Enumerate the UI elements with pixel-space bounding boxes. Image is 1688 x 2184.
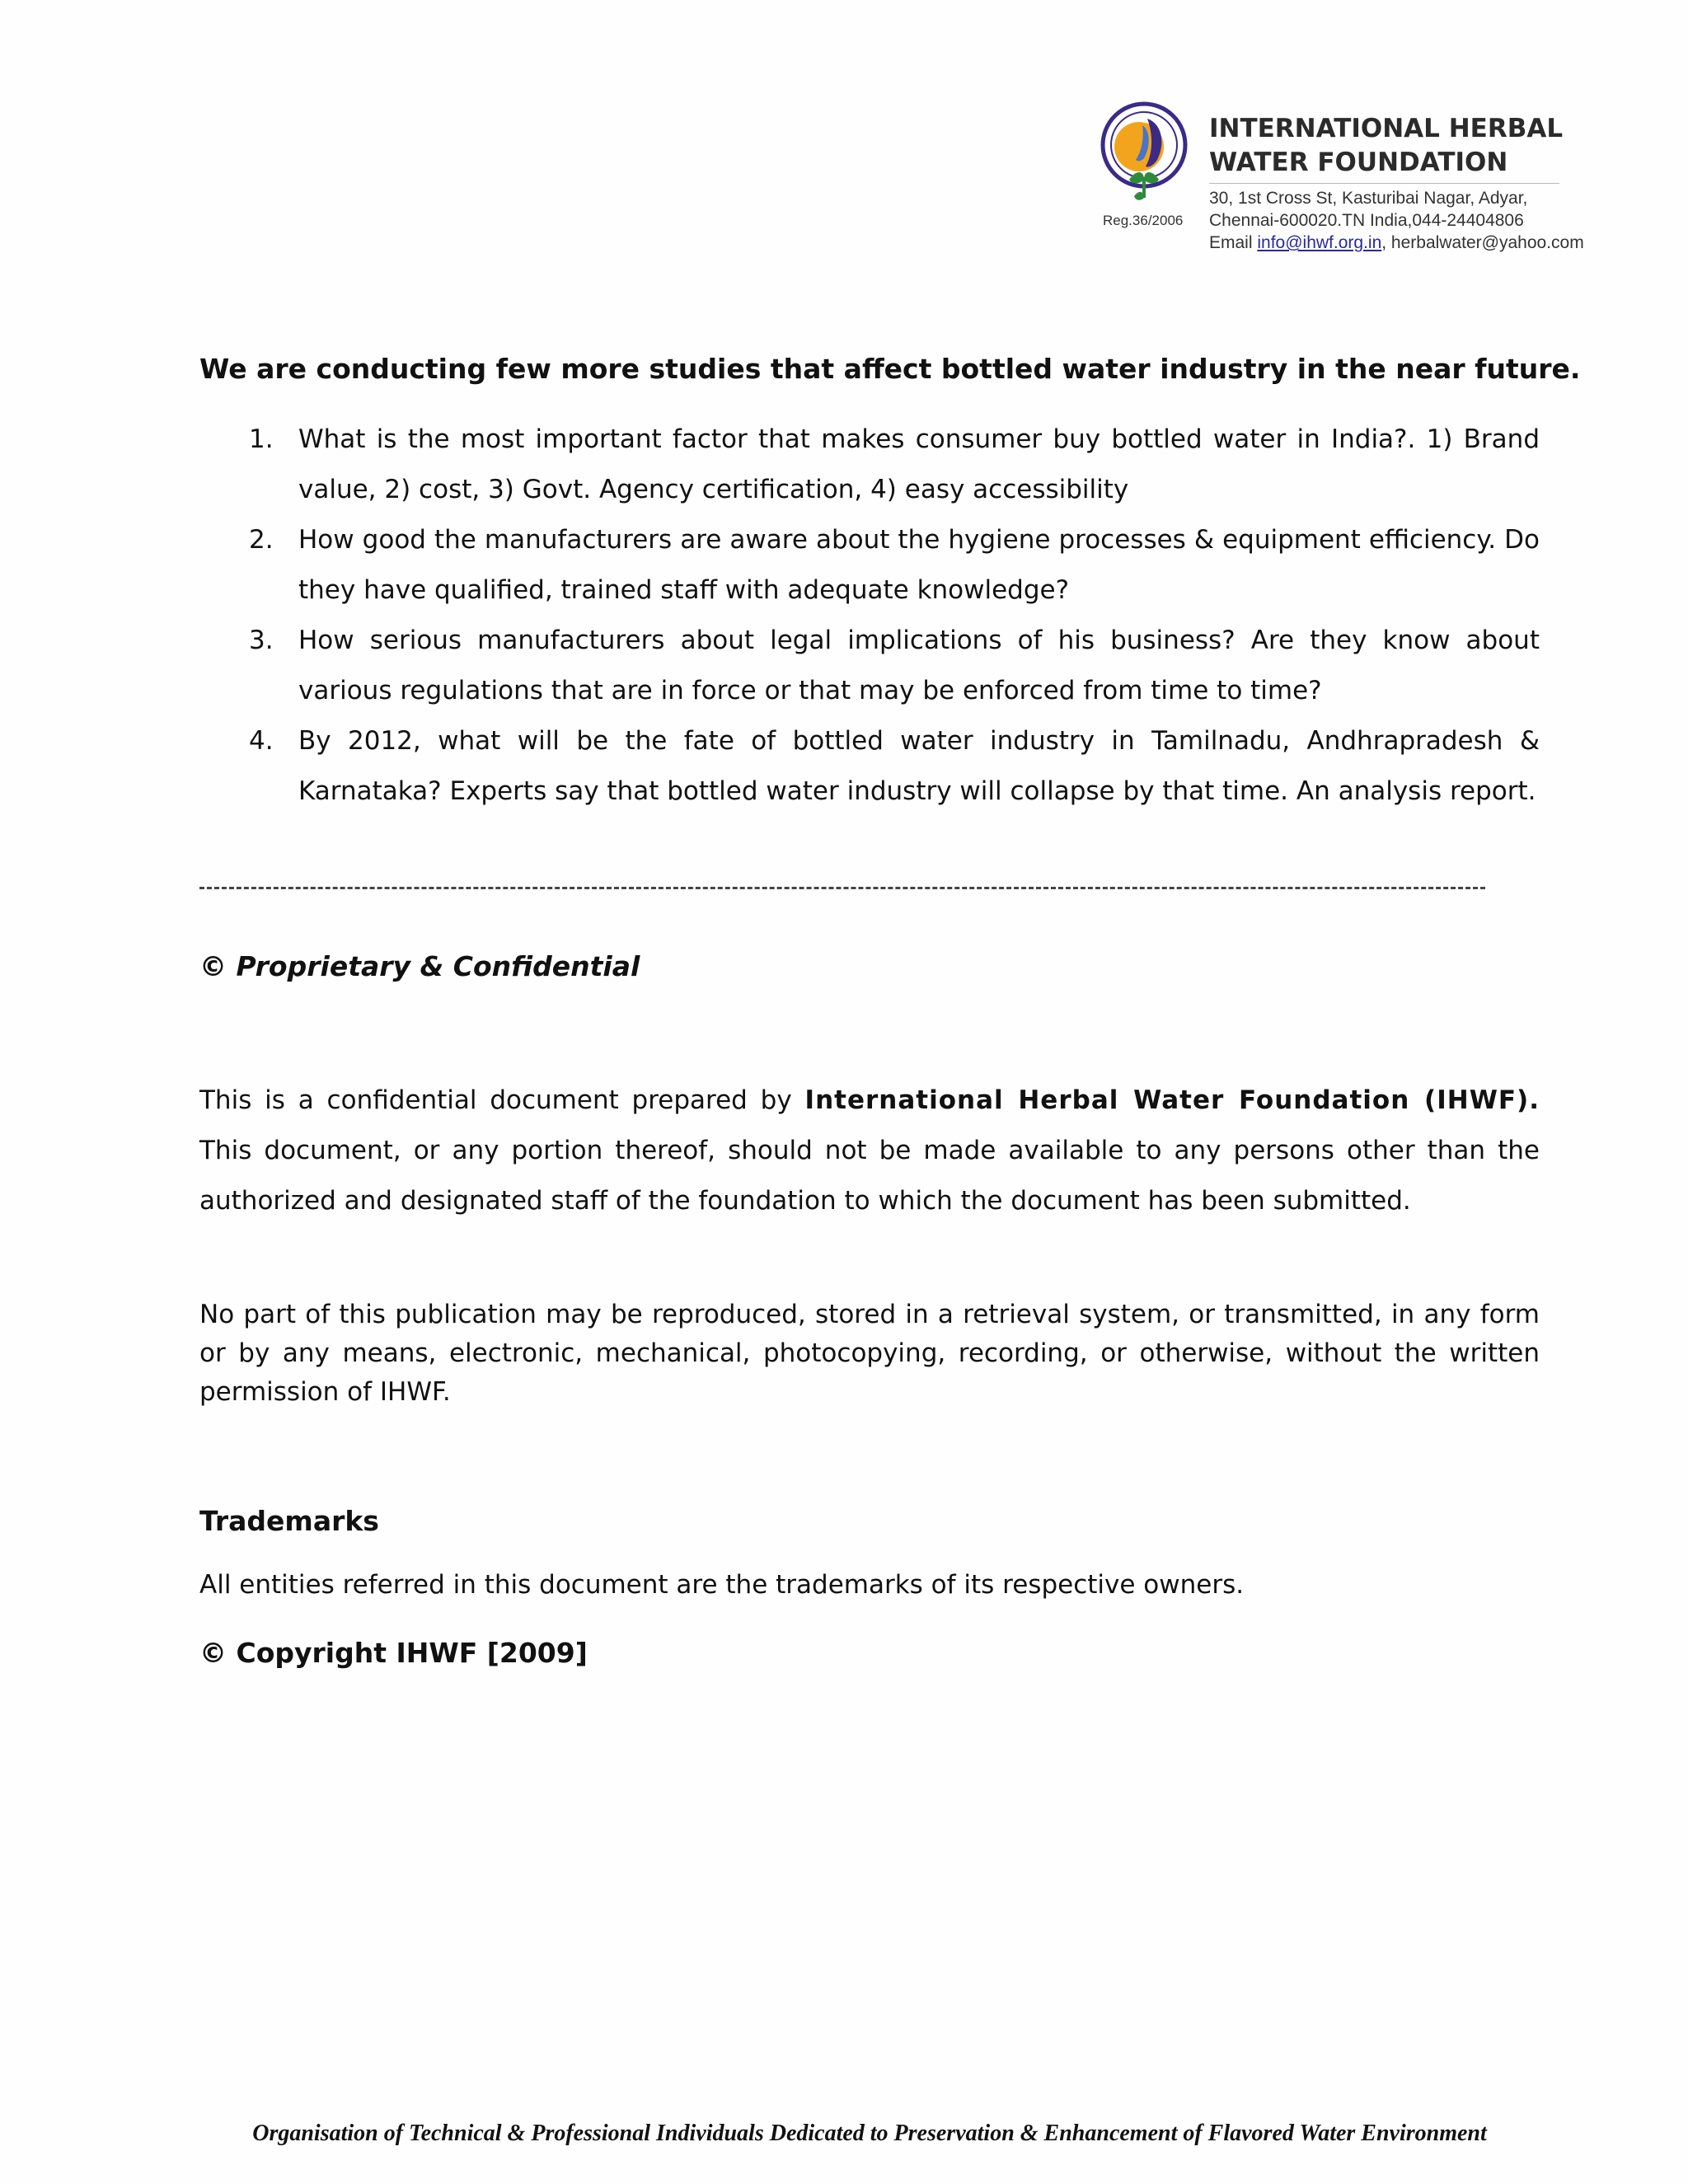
email-link[interactable]: info@ihwf.org.in (1257, 233, 1382, 252)
studies-list (199, 415, 1540, 817)
list-item-number: 1. (249, 424, 274, 454)
trademarks-text: All entities referred in this document are the trademarks of its respective owners. (199, 1570, 1245, 1600)
reproduction-notice: No part of this publication may be reproduced, stored in a retrieval system, or transmitted, in any form or by any means, electronic, mechanical, photocopying, recording, or otherwise, without the written permission of IHWF. (199, 1300, 1540, 1407)
organization-name-line-2: WATER FOUNDATION (1209, 148, 1508, 177)
registration-number: Reg.36/2006 (1103, 213, 1184, 228)
contact-address (1209, 187, 1584, 254)
address-line-1: 30, 1st Cross St, Kasturibai Nagar, Adyar, (1209, 189, 1528, 208)
organization-reference: International Herbal Water Foundation (IHWF). (804, 1085, 1540, 1115)
list-item (199, 415, 1540, 515)
list-item-text: What is the most important factor that makes consumer buy bottled water in India?. 1) Brand value, 2) cost, 3) Govt. Agency certification, 4) easy accessibility (298, 424, 1540, 504)
header-divider (1209, 183, 1559, 184)
list-item-number: 3. (249, 626, 274, 655)
address-line-2: Chennai-600020.TN India,044-24404806 (1209, 211, 1524, 230)
footer-tagline: Organisation of Technical & Professional Individuals Dedicated to Preservation & Enhancement of Flavored Water Environment (252, 2121, 1487, 2146)
confidential-paragraph (199, 1076, 1540, 1226)
email-label: Email (1209, 233, 1253, 252)
list-item-text: How good the manufacturers are aware about the hygiene processes & equipment efficiency. Do they have qualified, trained staff with adequate knowledge? (298, 525, 1540, 605)
list-item (199, 716, 1540, 817)
list-item-number: 2. (249, 525, 274, 555)
dashed-divider (199, 887, 1485, 889)
email-line (1209, 232, 1584, 254)
email-secondary: , herbalwater@yahoo.com (1381, 233, 1584, 252)
list-item-text: How serious manufacturers about legal implications of his business? Are they know about various regulations that are in force or that may be enforced from time to time? (298, 626, 1540, 705)
organization-name-line-1: INTERNATIONAL HERBAL (1209, 114, 1564, 143)
list-item (199, 515, 1540, 616)
copyright-notice: © Copyright IHWF [2009] (199, 1637, 588, 1669)
studies-title: We are conducting few more studies that affect bottled water industry in the near future. (199, 353, 1581, 385)
list-item-number: 4. (249, 726, 274, 756)
confidential-text-start: This is a confidential document prepared by (199, 1085, 805, 1115)
confidential-heading: © Proprietary & Confidential (199, 950, 640, 982)
list-item-text: By 2012, what will be the fate of bottled water industry in Tamilnadu, Andhrapradesh & Karnataka? Experts say that bottled water industry will collapse by that time. An analysis report. (298, 726, 1540, 806)
trademarks-heading: Trademarks (199, 1505, 379, 1537)
foundation-logo-icon (1096, 101, 1192, 206)
organization-name (1209, 112, 1563, 180)
confidential-text-end: This document, or any portion thereof, should not be made available to any persons other than the authorized and designated staff of the foundation to which the document has been submitted. (199, 1136, 1540, 1216)
list-item (199, 616, 1540, 716)
